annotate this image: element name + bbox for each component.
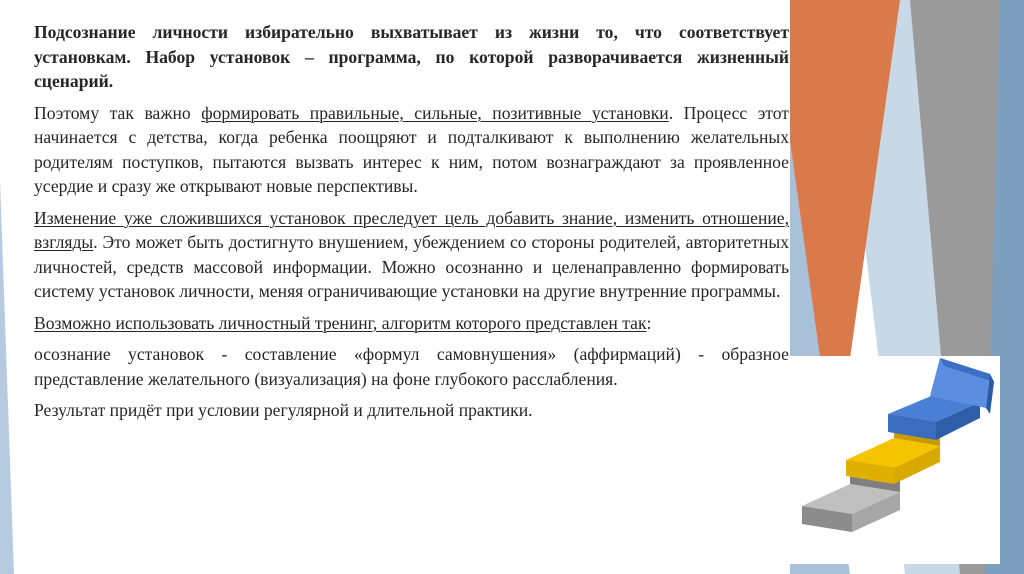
left-sliver-facet — [0, 180, 14, 574]
slide-text — [34, 20, 789, 430]
body-text: : — [646, 312, 652, 333]
body-text: . Процесс этот начинается с детства, когда ребенка поощряют и подталкивают к выполнению желательных родителям поступков, пытаются вызвать интерес к ним, потом вознаграждают за проявленное усердие и сразу же открывают новые перспективы. — [34, 102, 789, 196]
staircase-arrow-icon — [790, 356, 1000, 564]
body-text: . Это может быть достигнуто внушением, убеждением со стороны родителей, авторитетных личностей, средств массовой информации. Можно осознанно и целенаправленно формировать систему установок личности, меняя ограничивающие установки на другие внутренние программы. — [34, 232, 789, 301]
underlined-phrase: Возможно использовать личностный тренинг, алгоритм которого представлен так — [34, 312, 647, 333]
paragraph-result: Результат придёт при условии регулярной и длительной практики. — [34, 400, 533, 420]
paragraph-training — [34, 311, 789, 336]
underlined-phrase: формировать правильные, сильные, позитивные установки — [201, 102, 669, 123]
paragraph-algorithm: осознание установок - составление «формул самовнушения» (аффирмаций) - образное представление желательного (визуализация) на фоне глубокого расслабления. — [34, 344, 789, 389]
paragraph-changing-attitudes — [34, 206, 789, 304]
paragraph-subconscious: Подсознание личности избирательно выхватывает из жизни то, что соответствует установкам. Набор установок – программа, по которой разворачивается жизненный сценарий. — [34, 22, 789, 91]
underlined-phrase: Изменение уже сложившихся установок преследует цель добавить знание, изменить отношение, взгляды — [34, 207, 789, 252]
staircase-arrow-illustration — [790, 356, 1000, 564]
paragraph-forming-attitudes — [34, 101, 789, 199]
lead-text: Поэтому так важно — [34, 102, 202, 123]
